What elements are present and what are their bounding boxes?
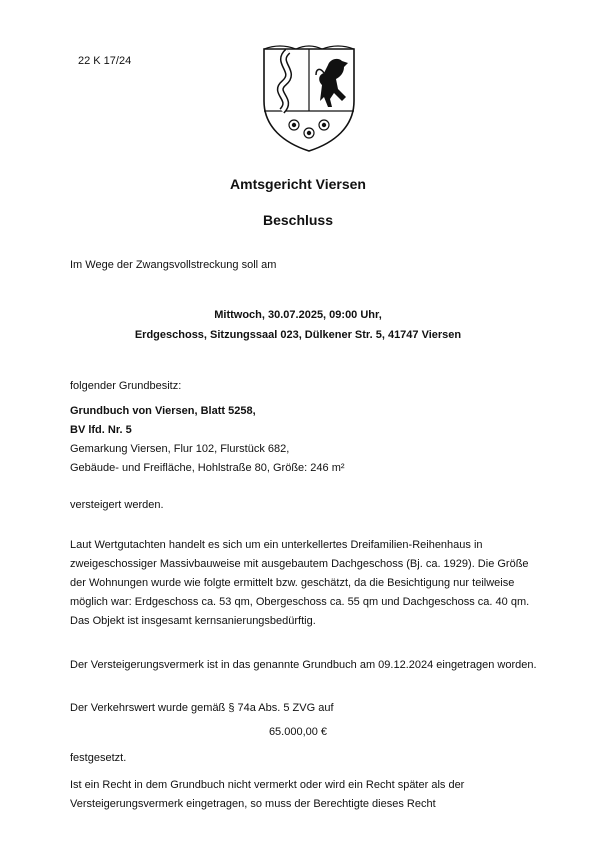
case-number: 22 K 17/24 <box>78 55 132 67</box>
appointment-date: Mittwoch, 30.07.2025, 09:00 Uhr, <box>214 309 382 321</box>
property-usage: Gebäude- und Freifläche, Hohlstraße 80, Größe: 246 m² <box>70 462 345 474</box>
market-value: 65.000,00 € <box>268 726 328 738</box>
intro-text: Im Wege der Zwangsvollstreckung soll am <box>70 259 277 271</box>
property-intro: folgender Grundbesitz: <box>70 380 182 392</box>
value-outro: festgesetzt. <box>70 752 127 764</box>
appointment-location: Erdgeschoss, Sitzungssaal 023, Dülkener Str. 5, 41747 Viersen <box>134 329 462 341</box>
registration-paragraph: Der Versteigerungsvermerk ist in das genannte Grundbuch am 09.12.2024 eingetragen worden. <box>70 659 537 671</box>
property-bv: BV lfd. Nr. 5 <box>70 424 132 436</box>
appraisal-paragraph: Laut Wertgutachten handelt es sich um ein unterkellertes Dreifamilien-Reihenhaus in zweigeschossiger Massivbauweise mit ausgebautem Dachgeschoss (Bj. ca. 1929). Die Größe der Wohnungen wurde wie folgte ermittelt bzw. geschätzt, da die Besichtigung nur teilweise möglich war: Erdgeschoss ca. 53 qm, Obergeschoss ca. 55 qm und Dachgeschoss ca. 40 qm. Das Objekt ist insgesamt kernsanierungsbedürftig. <box>70 539 530 627</box>
value-intro: Der Verkehrswert wurde gemäß § 74a Abs. 5 ZVG auf <box>70 702 334 714</box>
rights-paragraph: Ist ein Recht in dem Grundbuch nicht vermerkt oder wird ein Recht später als der Versteigerungsvermerk eingetragen, so muss der Berechtigte dieses Recht <box>70 779 465 810</box>
property-register: Grundbuch von Viersen, Blatt 5258, <box>70 405 256 417</box>
property-parcel: Gemarkung Viersen, Flur 102, Flurstück 682, <box>70 443 290 455</box>
document-title: Beschluss <box>262 212 334 228</box>
auction-text: versteigert werden. <box>70 499 164 511</box>
coat-of-arms-icon <box>258 41 360 153</box>
court-name: Amtsgericht Viersen <box>230 176 366 192</box>
